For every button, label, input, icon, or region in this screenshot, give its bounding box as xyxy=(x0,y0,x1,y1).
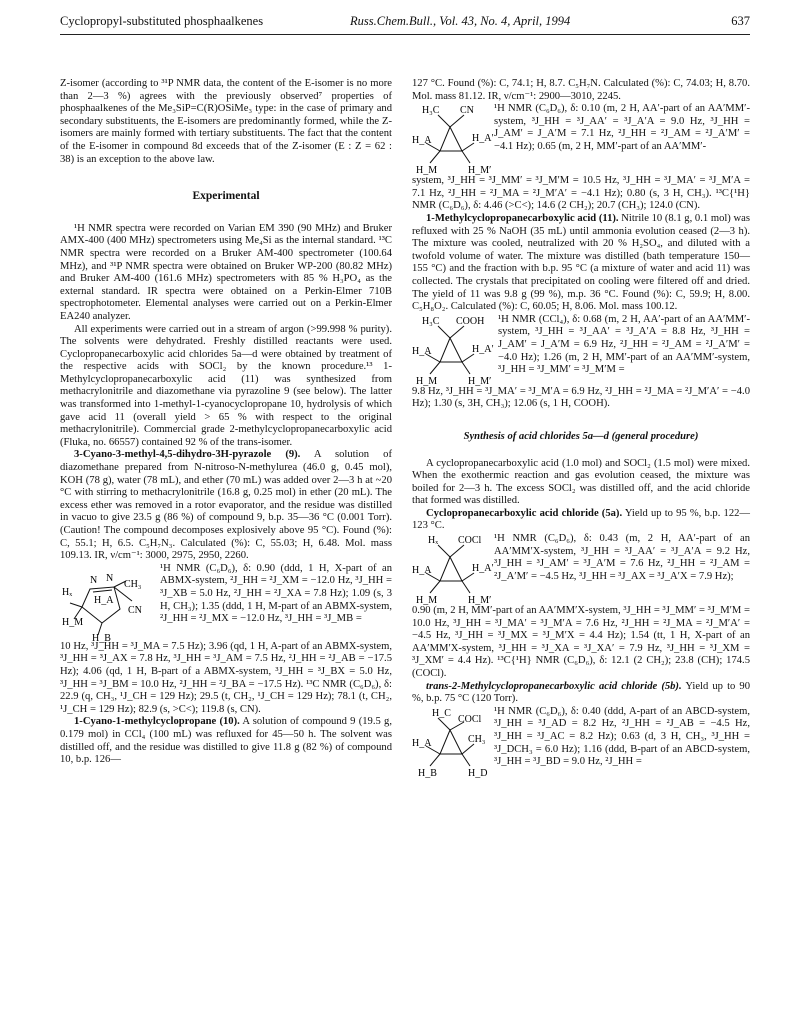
atom-label: CH₃ xyxy=(468,733,486,745)
structure-cyclopropane-10 xyxy=(412,103,494,177)
nmr-block xyxy=(412,314,750,386)
atom-label: H_M xyxy=(416,165,438,177)
paragraph xyxy=(60,449,392,562)
atom-label: COOH xyxy=(456,315,485,327)
paragraph: Z-isomer (according to ³¹P NMR data, the content of the E-isomer is no more than 2—3 %) agrees with the previously observed⁷ properties of phosphaalkenes of the Me₃SiP=C(R)OSiMe₃ type: in the case of primary and secondary substituents, the E-isomers are predominantly formed, while the Z-isomers are mainly formed with tertiary substituents. The fact that the content of the E-isomer in compound 8d exceeds that of the Z-isomer (E : Z = 62 : 38) is an exception to the above law. xyxy=(60,78,392,165)
nmr-block xyxy=(412,103,750,175)
atom-label: H_A′ xyxy=(472,133,494,145)
paragraph xyxy=(60,716,392,766)
atom-label: H_A xyxy=(94,594,114,606)
paragraph: All experiments were carried out in a stream of argon (>99.998 % purity). The solvents were dehydrated. Freshly distilled reactants were used. Cyclopropanecarboxylic acid chlorides 5a—d were obtained by treatment of the respective acids with SOCl₂ by the known procedure.¹³ 1-Methylcyclopropanecarboxylic acid (11) was synthesized from methacrylonitrile and diazomethane via pyrazoline 9 (see below). The latter was transformed into 1-methyl-1-cyanocyclopropane 10, hydrolysis of which gave acid 11 (overall yield > 65 % with respect to the original methacrylonitrile). Commercial grade 2-methylcyclopropanecarboxylic acid (Fluka, no. 66557) contained 92 % of the trans-isomer. xyxy=(60,323,392,448)
atom-label: COCl xyxy=(458,713,482,725)
paragraph-text: Yield up to 90 %, b.p. 75 °C (120 Torr). xyxy=(412,680,750,705)
running-title: Cyclopropyl-substituted phosphaalkenes xyxy=(60,14,264,28)
atom-label: H_C xyxy=(432,707,451,719)
atom-label: H_M xyxy=(416,375,438,387)
paragraph xyxy=(412,681,750,706)
paragraph-text: Nitrile 10 (8.1 g, 0.1 mol) was refluxed with 25 % NaOH (35 mL) until ammonia evolution ceased (2—3 h). The mixture was cooled, neutralized with 20 % H₂SO₄, and diluted with a twofold volume of water. The mixture was distilled (bath temperature 150—155 °C) and the fraction with b.p. 95 °C (a mixture of water and acid 11) was collected. The crystals that precipitated on cooling were filtered off and dried. The yield of 11 was 9.8 g (99 %), m.p. 36 °C. Found (%): C, 59.9; H, 8.00. C₅H₈O₂. Calculated (%): C, 60.05; H, 8.06. Mol. mass 100.12. xyxy=(412,212,750,313)
journal-citation: Russ.Chem.Bull., Vol. 43, No. 4, April, 1994 xyxy=(350,14,571,28)
atom-label: H_A xyxy=(412,345,432,357)
atom-label: H_D xyxy=(468,767,488,779)
nmr-block xyxy=(412,706,750,778)
paragraph: system, ³J_HH = ³J_MM′ = ³J_M′M = 10.5 Hz, ³J_HH = ³J_MA′ = ³J_M′A = 7.1 Hz, ²J_HH = ²J_MA = ²J_M′A′ = −4.1 Hz); 0.80 (s, 3 H, CH₃). ¹³C{¹H} NMR (C₆D₆), δ: 4.46 (>C<); 14.6 (2 CH₂); 20.7 (CH₃); 124.0 (CN). xyxy=(412,175,750,212)
atom-label: H_M xyxy=(416,595,438,607)
atom-label: H_A xyxy=(412,737,432,749)
atom-label: H_M′ xyxy=(468,375,492,387)
structure-acid-11 xyxy=(412,314,494,386)
compound-title: 1-Methylcyclopropanecarboxylic acid (11). xyxy=(426,212,619,224)
nmr-text: ¹H NMR (C₆D₆), δ: 0.43 (m, 2 H, AA′-part of an AA′MM′X-system, ³J_HH = ³J_AA′ = ³J_A′A = 9.2 Hz, ³J_HH = ³J_AM′ = ³J_A′M = 7.6 Hz, ²J_HH = ²J_AM = ²J_A′M′ = −4.5 Hz, ³J_HH = ³J_AX = ³J_A′X = 7.9 Hz); xyxy=(494,533,750,582)
compound-title: 1-Cyano-1-methylcyclopropane (10). xyxy=(74,716,240,728)
section-heading-experimental: Experimental xyxy=(192,190,260,203)
structure-acid-chloride-5b xyxy=(412,706,490,778)
left-column xyxy=(60,78,392,767)
structure-pyrazoline-9 xyxy=(60,563,156,644)
nmr-text: ¹H NMR (C₆D₆), δ: 0.90 (ddd, 1 H, X-part of an ABMX-system, ²J_HH = ²J_XM = −12.0 Hz, ³J_HH = ³J_XB = 5.0 Hz, ²J_HH = ²J_XA = 7.8 Hz); 1.09 (s, 3 H, CH₃); 1.35 (ddd, 1 H, M-part of an ABMX-system, ²J_HH = ²J_MX = −12.0 Hz, ³J_HH = ³J_MB = xyxy=(160,562,392,625)
right-column xyxy=(412,78,750,778)
paragraph: 127 °C. Found (%): C, 74.1; H, 8.7. C₅H₇N. Calculated (%): C, 74.03; H, 8.70. Mol. mass 81.12. IR, ν/cm⁻¹: 2900—3010, 2245. xyxy=(412,78,750,102)
nmr-block xyxy=(412,533,750,605)
atom-label: CH₃ xyxy=(124,578,142,590)
atom-label: H_B xyxy=(418,767,437,779)
paragraph-text: A solution of diazomethane prepared from N-nitroso-N-methylurea (46.0 g, 0.45 mol), KOH (78 g), water (78 mL), and ether (70 mL) was added over 2—3 h at ~20 °C with stirring to methacrylonitrile (16.8 g, 0.25 mol) in ether (20 mL). The excess ether was removed in a rotor evaporator, and the residue was distilled in vacuo to give 23.5 g (86 %) of compound 9, b.p. 35—36 °C (0.001 Torr). (Caution! The compound decomposes explosively above 95 °C). Found (%): C, 55.1; H, 6.5. C₅H₇N₃. Calculated (%): C, 55.03; H, 6.48. Mol. mass 109.13. IR, ν/cm⁻¹: 3000, 2975, 2950, 2260. xyxy=(60,449,392,562)
atom-label: Hₓ xyxy=(428,535,439,547)
atom-label: CN xyxy=(460,105,474,117)
paragraph xyxy=(412,213,750,314)
atom-label: H_A xyxy=(412,135,432,147)
paragraph-text: A solution of compound 9 (19.5 g, 0.179 mol) in CCl₄ (100 mL) was refluxed for 45—50 h. The solvent was distilled off, and the residue was distilled to give 11.8 g (82 %) of compound 10, b.p. 126— xyxy=(60,716,392,766)
atom-label: H_B xyxy=(92,632,111,644)
atom-label: H₃C xyxy=(422,315,440,327)
running-header xyxy=(60,14,750,34)
atom-label: H₃C xyxy=(422,105,440,117)
nmr-text: ¹H NMR (CCl₄), δ: 0.68 (m, 2 H, AA′-part of an AA′MM′-system, ³J_HH = ³J_AA′ = ³J_A′A = 8.8 Hz, ³J_HH = J_AM′ = J_A′M = 6.9 Hz, ²J_HH = ²J_AM = ²J_A′M′ = −4.0 Hz); 1.26 (m, 2 H, MM′-part of an AA′MM′-system, ³J_HH = ³J_MM′ = ³J_M′M = xyxy=(498,313,750,376)
atom-label: H_A xyxy=(412,565,432,577)
paragraph: 9.8 Hz, ³J_HH = ³J_MA′ = ³J_M′A = 6.9 Hz, ²J_HH = ²J_MA = ²J_M′A′ = −4.0 Hz); 1.30 (s, 3H, CH₃); 12.06 (s, 1 H, COOH). xyxy=(412,385,750,410)
paragraph: 10 Hz, ³J_HH = ³J_MA = 7.5 Hz); 3.96 (qd, 1 H, A-part of an ABMX-system, ³J_HH = ³J_AX = 7.8 Hz, ³J_HH = ³J_AM = 7.5 Hz, ²J_HH = ²J_AB = −17.5 Hz); 4.06 (qd, 1 H, B-part of a ABMX-system, ³J_HH = ³J_BX = 5.0 Hz, ³J_HH = ³J_BM = 10.0 Hz, ²J_HH = ²J_BA = −17.5 Hz). ¹³C NMR (C₆D₆), δ: 22.9 (q, CH₃, ¹J_CH = 129 Hz); 29.5 (t, CH₂, ¹J_CH = 129 Hz); 78.1 (t, CH₂, ¹J_CH = 129 Hz); 82.9 (s, >C<); 119.8 (s, CN). xyxy=(60,640,392,715)
compound-title: Cyclopropanecarboxylic acid chloride (5a). xyxy=(426,507,623,519)
atom-label: Hₓ xyxy=(62,586,73,598)
atom-label: H_M xyxy=(62,616,84,628)
structure-acid-chloride-5a xyxy=(412,533,494,607)
header-rule xyxy=(60,34,750,35)
page-number: 637 xyxy=(731,14,750,28)
atom-label: H_A′ xyxy=(472,563,494,575)
compound-title: trans-2-Methylcyclopropanecarboxylic acid chloride (5b). xyxy=(426,680,682,692)
paragraph-text: Yield up to 95 %, b.p. 122—123 °C. xyxy=(412,507,751,532)
atom-label: COCl xyxy=(458,535,482,547)
paragraph: 0.90 (m, 2 H, MM′-part of an AA′MM′X-system, ³J_HH = ³J_MM′ = ³J_M′M = 10.0 Hz, ³J_HH = ³J_MA′ = ³J_M′A = 7.6 Hz, ²J_HH = ²J_MA = ²J_M′A′ = −4.5 Hz, ³J_HH = ³J_MX = ³J_M′X = 4.4 Hz); 1.54 (tt, 1 H, X-part of an AA′MM′X-system, ³J_HH = ³J_XA = ³J_XA′ = 7.9 Hz, ³J_HH = ³J_XM = ³J_XM′ = 4.4 Hz). ¹³C{¹H} NMR (C₆D₆), δ: 12.1 (2 CH₂); 23.8 (CH); 174.5 (COCl). xyxy=(412,605,750,680)
atom-label: CN xyxy=(128,604,142,616)
nmr-text: ¹H NMR (C₆D₆), δ: 0.40 (ddd, A-part of an ABCD-system, ³J_HH = ³J_AD = 8.2 Hz, ²J_HH = ²J_AB = −4.5 Hz, ³J_HH = ³J_AC = 8.2 Hz); 0.63 (d, 3 H, CH₃, ³J_HH = ³J_DCH₃ = 6.0 Hz); 1.16 (ddd, B-part of an ABCD-system, ³J_HH = ³J_BD = 9.0 Hz, ²J_HH = xyxy=(494,705,750,768)
compound-title: 3-Cyano-3-methyl-4,5-dihydro-3H-pyrazole (9). xyxy=(74,449,301,461)
nmr-text: ¹H NMR (C₆D₆), δ: 0.10 (m, 2 H, AA′-part of an AA′MM′-system, ³J_HH = ³J_AA′ = ³J_A′A = 9.0 Hz, ³J_HH = J_AM′ = J_A′M = 7.1 Hz, ²J_HH = ²J_AM = ²J_A′M′ = −4.1 Hz); 0.65 (m, 2 H, MM′-part of an AA′MM′- xyxy=(494,103,750,152)
atom-label: N xyxy=(106,572,114,584)
paragraph: ¹H NMR spectra were recorded on Varian EM 390 (90 MHz) and Bruker AMX-400 (400 MHz) spectrometers using Me₄Si as the internal standard. ¹³C NMR spectra were recorded on a Bruker AM-400 spectrometer (100.64 MHz), and ³¹P NMR spectra were obtained on Bruker WP-200 (80.82 MHz) and Bruker AM-400 (161.6 MHz) spectrometers with 85 % H₃PO₄ as the external standard. IR spectra were obtained on a Perkin-Elmer 710B spectrophotometer. Elemental analyses were carried out on a Perkin-Elmer EA240 analyzer. xyxy=(60,222,392,322)
atom-label: H_M′ xyxy=(468,165,492,177)
section-heading-synthesis: Synthesis of acid chlorides 5a—d (general procedure) xyxy=(463,430,699,442)
paragraph xyxy=(412,508,750,533)
atom-label: H_A′ xyxy=(472,343,494,355)
atom-label: N xyxy=(90,574,98,586)
nmr-block xyxy=(60,562,392,644)
atom-label: H_M′ xyxy=(468,595,492,607)
paragraph: A cyclopropanecarboxylic acid (1.0 mol) and SOCl₂ (1.5 mol) were mixed. When the exothermic reaction and gas evolution ceased, the mixture was boiled for 2—3 h. The excess SOCl₂ was distilled off, and the acid chloride that formed was distilled. xyxy=(412,457,750,507)
